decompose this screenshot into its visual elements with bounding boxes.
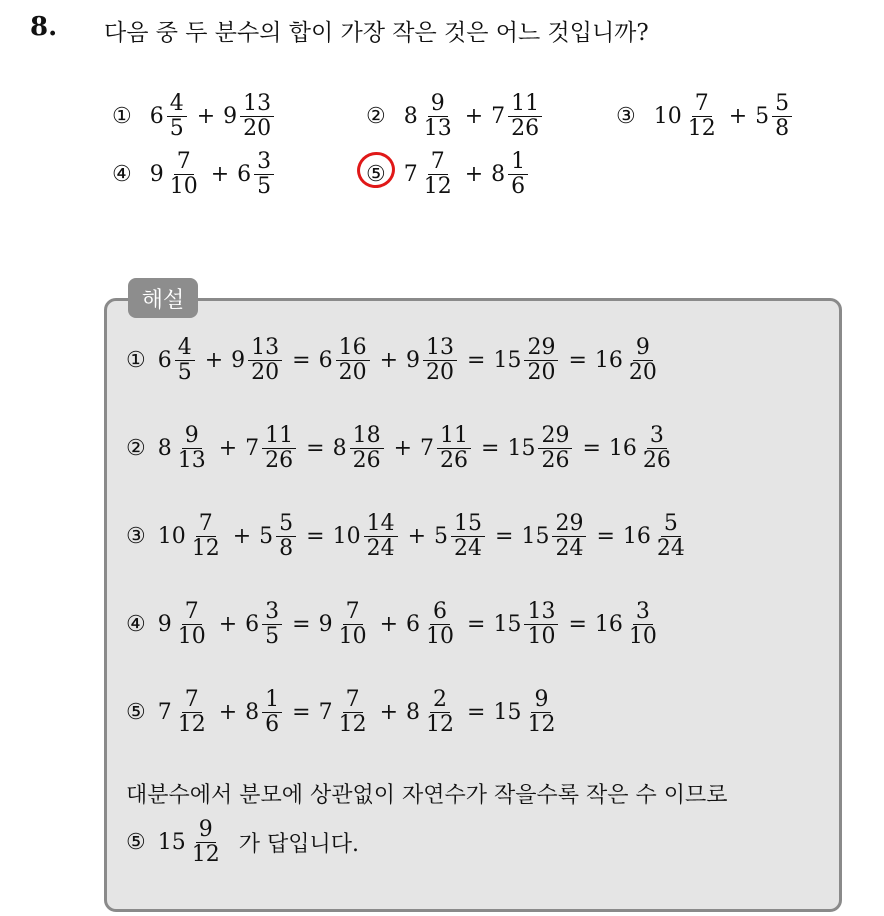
operator: = [568,612,587,638]
question-number: 8. [30,12,58,42]
denominator: 5 [257,174,272,200]
fraction [175,688,209,737]
numerator: 3 [262,600,282,625]
numerator: 15 [451,512,485,537]
operator: + [464,162,484,188]
fraction [254,150,274,199]
operator: = [292,700,311,726]
denominator: 20 [338,360,367,386]
numerator: 7 [343,688,363,713]
whole-number: 8 [406,700,421,726]
option-marker: ① [112,104,132,130]
denominator: 13 [423,116,452,142]
denominator: 13 [177,448,206,474]
denominator: 12 [177,712,206,738]
whole-number: 9 [157,612,172,638]
denominator: 6 [265,712,280,738]
numerator: 13 [248,336,282,361]
fraction [276,512,296,561]
fraction [262,688,282,737]
whole-number: 7 [157,700,172,726]
operator: + [210,162,230,188]
fraction [175,336,195,385]
whole-number: 10 [332,524,361,550]
denominator: 26 [511,116,540,142]
whole-number: 9 [318,612,333,638]
whole-number: 7 [491,104,506,130]
operator: + [218,612,238,638]
numerator: 7 [182,600,202,625]
operator: = [467,700,486,726]
option-marker-wrap [112,162,144,187]
option-2[interactable] [366,92,544,141]
whole-number: 8 [157,436,172,462]
numerator: 13 [423,336,457,361]
fraction [336,336,370,385]
numerator: 11 [437,424,471,449]
operator: = [467,612,486,638]
fraction [423,688,457,737]
option-marker-wrap [112,104,144,129]
fraction [685,92,719,141]
option-marker: ③ [616,104,636,130]
denominator: 26 [440,448,469,474]
solution-line-1 [126,336,662,385]
line-marker: ④ [126,612,146,638]
numerator: 16 [336,336,370,361]
denominator: 20 [251,360,280,386]
whole-number: 8 [403,104,418,130]
solution-line-3 [126,512,690,561]
fraction [262,600,282,649]
operator: = [568,348,587,374]
option-4[interactable] [112,150,276,199]
whole-number: 15 [507,436,536,462]
fraction [423,336,457,385]
fraction [423,600,457,649]
denominator: 12 [423,174,452,200]
numerator: 5 [661,512,681,537]
option-marker: ⑤ [366,162,386,188]
numerator: 1 [508,150,528,175]
solution-line-2 [126,424,676,473]
fraction [421,92,455,141]
whole-number: 5 [434,524,449,550]
operator: + [232,524,252,550]
denominator: 10 [628,624,657,650]
whole-number: 6 [149,104,164,130]
whole-number: 16 [594,348,623,374]
whole-number: 6 [245,612,260,638]
fraction [248,336,282,385]
fraction [626,600,660,649]
operator: + [407,524,427,550]
whole-number: 8 [332,436,347,462]
fraction [364,512,398,561]
numerator: 9 [633,336,653,361]
fraction [167,92,187,141]
denominator: 10 [338,624,367,650]
denominator: 10 [426,624,455,650]
numerator: 29 [538,424,572,449]
denominator: 10 [527,624,556,650]
answer-marker: ⑤ [126,830,146,856]
denominator: 12 [338,712,367,738]
denominator: 12 [191,842,220,868]
whole-number: 8 [245,700,260,726]
solution-line-5 [126,688,560,737]
solution-line-4 [126,600,662,649]
denominator: 20 [243,116,272,142]
fraction [538,424,572,473]
numerator: 9 [428,92,448,117]
answer-suffix: 가 답입니다. [238,832,359,858]
whole-number: 7 [420,436,435,462]
solution-note: 대분수에서 분모에 상관없이 자연수가 작을수록 작은 수 이므로 [126,783,728,808]
denominator: 6 [511,174,526,200]
whole-number: 15 [493,348,522,374]
numerator: 9 [182,424,202,449]
whole-number: 16 [594,612,623,638]
option-marker-wrap [366,162,398,187]
whole-number: 9 [149,162,164,188]
denominator: 8 [775,116,790,142]
fraction [240,92,274,141]
fraction [640,424,674,473]
numerator: 13 [240,92,274,117]
whole-number: 6 [157,348,172,374]
fraction [175,424,209,473]
denominator: 20 [628,360,657,386]
line-marker: ③ [126,524,146,550]
fraction [421,150,455,199]
numerator: 5 [276,512,296,537]
whole-number: 9 [223,104,238,130]
denominator: 26 [642,448,671,474]
numerator: 3 [647,424,667,449]
operator: + [379,700,399,726]
operator: + [218,436,238,462]
numerator: 29 [524,336,558,361]
numerator: 2 [430,688,450,713]
operator: = [306,436,325,462]
whole-number: 15 [493,700,522,726]
denominator: 12 [191,536,220,562]
whole-number: 8 [491,162,506,188]
whole-number: 6 [237,162,252,188]
denominator: 12 [426,712,455,738]
numerator: 18 [350,424,384,449]
operator: + [204,348,224,374]
fraction [552,512,586,561]
numerator: 14 [364,512,398,537]
denominator: 5 [177,360,192,386]
option-marker-wrap [616,104,648,129]
operator: + [728,104,748,130]
fraction [508,92,542,141]
numerator: 5 [772,92,792,117]
operator: + [464,104,484,130]
operator: = [481,436,500,462]
denominator: 8 [279,536,294,562]
operator: + [393,436,413,462]
fraction [175,600,209,649]
question-text: 다음 중 두 분수의 합이 가장 작은 것은 어느 것입니까? [104,20,649,46]
whole-number: 15 [521,524,550,550]
whole-number: 7 [245,436,260,462]
denominator: 12 [527,712,556,738]
operator: = [495,524,514,550]
operator: + [379,348,399,374]
denominator: 26 [265,448,294,474]
whole-number: 10 [653,104,682,130]
numerator: 7 [428,150,448,175]
fraction [336,688,370,737]
numerator: 9 [531,688,551,713]
fraction [626,336,660,385]
numerator: 4 [175,336,195,361]
option-marker: ④ [112,162,132,188]
denominator: 24 [555,536,584,562]
solution-answer [126,818,359,867]
numerator: 9 [196,818,216,843]
denominator: 24 [656,536,685,562]
fraction [524,600,558,649]
option-3[interactable] [616,92,794,141]
denominator: 20 [426,360,455,386]
numerator: 3 [254,150,274,175]
selected-answer-circle [354,149,399,192]
fraction [524,336,558,385]
whole-number: 6 [318,348,333,374]
solution-label: 해설 [128,278,198,318]
fraction [654,512,688,561]
option-marker: ② [366,104,386,130]
whole-number: 5 [755,104,770,130]
numerator: 3 [633,600,653,625]
numerator: 4 [167,92,187,117]
denominator: 5 [169,116,184,142]
denominator: 26 [541,448,570,474]
numerator: 11 [262,424,296,449]
fraction [336,600,370,649]
operator: + [196,104,216,130]
operator: = [306,524,325,550]
fraction [524,688,558,737]
numerator: 7 [692,92,712,117]
operator: = [582,436,601,462]
operator: = [292,348,311,374]
denominator: 12 [687,116,716,142]
operator: + [379,612,399,638]
whole-number: 9 [231,348,246,374]
whole-number: 16 [622,524,651,550]
operator: + [218,700,238,726]
operator: = [292,612,311,638]
whole-number: 9 [406,348,421,374]
denominator: 24 [454,536,483,562]
numerator: 1 [262,688,282,713]
denominator: 20 [527,360,556,386]
line-marker: ① [126,348,146,374]
whole-number: 15 [157,830,186,856]
whole-number: 5 [259,524,274,550]
numerator: 7 [174,150,194,175]
denominator: 10 [177,624,206,650]
option-1[interactable] [112,92,276,141]
numerator: 7 [343,600,363,625]
numerator: 13 [524,600,558,625]
numerator: 7 [182,688,202,713]
operator: = [467,348,486,374]
whole-number: 6 [406,612,421,638]
fraction [772,92,792,141]
fraction [508,150,528,199]
fraction [189,818,223,867]
denominator: 5 [265,624,280,650]
line-marker: ⑤ [126,700,146,726]
numerator: 11 [508,92,542,117]
whole-number: 10 [157,524,186,550]
fraction [189,512,223,561]
numerator: 6 [430,600,450,625]
fraction [167,150,201,199]
whole-number: 16 [608,436,637,462]
option-marker-wrap [366,104,398,129]
whole-number: 7 [403,162,418,188]
numerator: 7 [196,512,216,537]
fraction [350,424,384,473]
option-5[interactable] [366,150,530,199]
denominator: 26 [352,448,381,474]
whole-number: 7 [318,700,333,726]
denominator: 10 [169,174,198,200]
whole-number: 15 [493,612,522,638]
fraction [451,512,485,561]
line-marker: ② [126,436,146,462]
denominator: 24 [366,536,395,562]
numerator: 29 [552,512,586,537]
fraction [262,424,296,473]
operator: = [596,524,615,550]
fraction [437,424,471,473]
